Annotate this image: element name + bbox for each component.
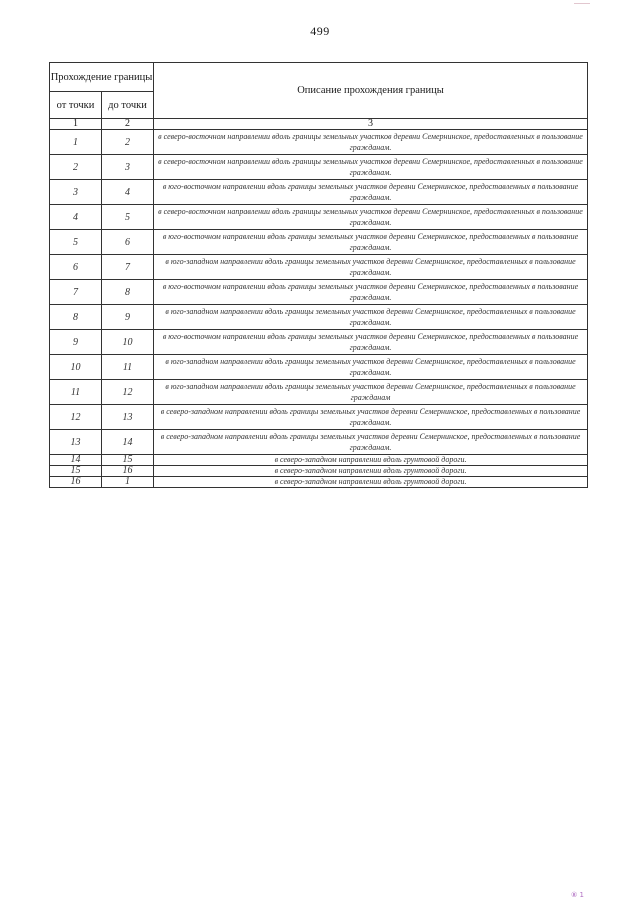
- description-cell: в юго-восточном направлении вдоль границы земельных участков деревни Семернинское, предоставленных в пользование гражданам.: [154, 280, 588, 305]
- to-point-cell: 1: [102, 477, 154, 488]
- from-point-cell: 9: [50, 330, 102, 355]
- to-point-cell: 12: [102, 380, 154, 405]
- table-row: [50, 477, 588, 488]
- table-row: [50, 230, 588, 255]
- from-point-cell: 1: [50, 130, 102, 155]
- description-cell: в юго-западном направлении вдоль границы земельных участков деревни Семернинское, предоставленных в пользование гражданам.: [154, 255, 588, 280]
- description-cell: в северо-восточном направлении вдоль границы земельных участков деревни Семернинское, предоставленных в пользование гражданам.: [154, 155, 588, 180]
- table-row: [50, 255, 588, 280]
- description-cell: в юго-западном направлении вдоль границы земельных участков деревни Семернинское, предоставленных в пользование гражданам.: [154, 305, 588, 330]
- header-from-point: от точки: [50, 92, 102, 119]
- to-point-cell: 2: [102, 130, 154, 155]
- description-cell: в северо-западном направлении вдоль грунтовой дороги.: [154, 477, 588, 488]
- description-cell: в юго-восточном направлении вдоль границы земельных участков деревни Семернинское, предоставленных в пользование гражданам.: [154, 180, 588, 205]
- table-row: [50, 330, 588, 355]
- from-point-cell: 16: [50, 477, 102, 488]
- column-number: 1: [50, 119, 102, 130]
- to-point-cell: 9: [102, 305, 154, 330]
- to-point-cell: 3: [102, 155, 154, 180]
- to-point-cell: 13: [102, 405, 154, 430]
- from-point-cell: 12: [50, 405, 102, 430]
- header-description: Описание прохождения границы: [154, 63, 588, 119]
- table-row: [50, 380, 588, 405]
- description-cell: в юго-восточном направлении вдоль границы земельных участков деревни Семернинское, предоставленных в пользование гражданам.: [154, 230, 588, 255]
- table-row: [50, 455, 588, 466]
- from-point-cell: 8: [50, 305, 102, 330]
- table-row: [50, 180, 588, 205]
- table-row: [50, 305, 588, 330]
- table-header: [50, 63, 588, 130]
- from-point-cell: 5: [50, 230, 102, 255]
- description-cell: в северо-западном направлении вдоль грунтовой дороги.: [154, 466, 588, 477]
- header-to-point: до точки: [102, 92, 154, 119]
- table-row: [50, 355, 588, 380]
- column-number: 3: [154, 119, 588, 130]
- to-point-cell: 6: [102, 230, 154, 255]
- page-number: 499: [310, 24, 330, 38]
- column-number-row: [50, 119, 588, 130]
- description-cell: в северо-западном направлении вдоль грунтовой дороги.: [154, 455, 588, 466]
- from-point-cell: 4: [50, 205, 102, 230]
- description-cell: в северо-западном направлении вдоль границы земельных участков деревни Семернинское, предоставленных в пользование гражданам.: [154, 405, 588, 430]
- from-point-cell: 3: [50, 180, 102, 205]
- to-point-cell: 11: [102, 355, 154, 380]
- from-point-cell: 15: [50, 466, 102, 477]
- table-body: [50, 130, 588, 488]
- to-point-cell: 7: [102, 255, 154, 280]
- header-boundary-passage: Прохождение границы: [50, 63, 154, 92]
- to-point-cell: 5: [102, 205, 154, 230]
- to-point-cell: 10: [102, 330, 154, 355]
- description-cell: в юго-западном направлении вдоль границы земельных участков деревни Семернинское, предоставленных в пользование гражданам: [154, 380, 588, 405]
- description-cell: в северо-западном направлении вдоль границы земельных участков деревни Семернинское, предоставленных в пользование гражданам.: [154, 430, 588, 455]
- table-row: [50, 405, 588, 430]
- from-point-cell: 13: [50, 430, 102, 455]
- description-cell: в северо-восточном направлении вдоль границы земельных участков деревни Семернинское, предоставленных в пользование гражданам.: [154, 130, 588, 155]
- scan-artifact-top: [574, 0, 590, 4]
- from-point-cell: 7: [50, 280, 102, 305]
- table-row: [50, 205, 588, 230]
- description-cell: в юго-восточном направлении вдоль границы земельных участков деревни Семернинское, предоставленных в пользование гражданам.: [154, 330, 588, 355]
- to-point-cell: 4: [102, 180, 154, 205]
- description-cell: в северо-восточном направлении вдоль границы земельных участков деревни Семернинское, предоставленных в пользование гражданам.: [154, 205, 588, 230]
- table-row: [50, 430, 588, 455]
- from-point-cell: 6: [50, 255, 102, 280]
- column-number: 2: [102, 119, 154, 130]
- to-point-cell: 15: [102, 455, 154, 466]
- to-point-cell: 16: [102, 466, 154, 477]
- table-row: [50, 466, 588, 477]
- to-point-cell: 14: [102, 430, 154, 455]
- from-point-cell: 11: [50, 380, 102, 405]
- table-row: [50, 155, 588, 180]
- from-point-cell: 10: [50, 355, 102, 380]
- table-row: [50, 280, 588, 305]
- boundary-table: [49, 62, 588, 488]
- description-cell: в юго-западном направлении вдоль границы земельных участков деревни Семернинское, предоставленных в пользование гражданам.: [154, 355, 588, 380]
- from-point-cell: 2: [50, 155, 102, 180]
- table-row: [50, 130, 588, 155]
- scan-stamp-mark: ⑧ 1: [571, 891, 584, 899]
- from-point-cell: 14: [50, 455, 102, 466]
- to-point-cell: 8: [102, 280, 154, 305]
